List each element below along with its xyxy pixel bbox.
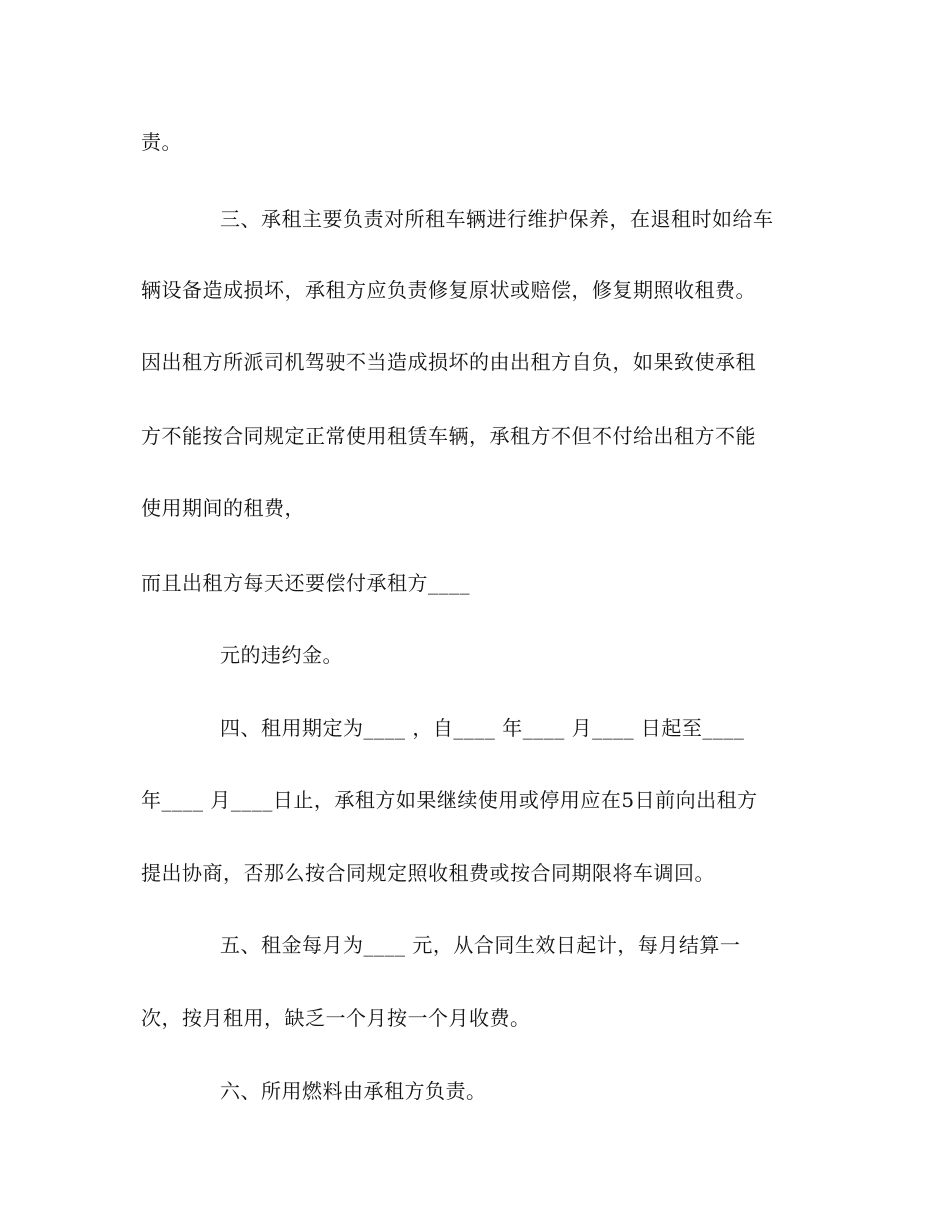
clause-three: 三、承租主要负责对所租车辆进行维护保养，在退租时如给车 bbox=[220, 207, 774, 231]
text-line: 而且出租方每天还要偿付承租方____ bbox=[141, 571, 470, 595]
text-line: 方不能按合同规定正常使用租赁车辆，承租方不但不付给出租方不能 bbox=[141, 424, 756, 448]
text-line: 辆设备造成损坏，承租方应负责修复原状或赔偿，修复期照收租费。 bbox=[141, 278, 756, 302]
clause-four: 四、租用期定为____ ，自____ 年____ 月____ 日起至____ bbox=[220, 716, 745, 740]
clause-five: 五、租金每月为____ 元，从合同生效日起计，每月结算一 bbox=[220, 933, 741, 957]
text-line: 使用期间的租费， bbox=[141, 496, 305, 520]
text-line: 因出租方所派司机驾驶不当造成损坏的由出租方自负，如果致使承租 bbox=[141, 350, 756, 374]
clause-six: 六、所用燃料由承租方负责。 bbox=[220, 1079, 487, 1103]
text-line: 提出协商，否那么按合同规定照收租费或按合同期限将车调回。 bbox=[141, 861, 715, 885]
text-line: 次，按月租用，缺乏一个月按一个月收费。 bbox=[141, 1006, 531, 1030]
text-line: 元的违约金。 bbox=[220, 643, 343, 667]
text-line: 责。 bbox=[141, 130, 182, 154]
text-line: 年____ 月____日止，承租方如果继续使用或停用应在5日前向出租方 bbox=[141, 788, 758, 812]
